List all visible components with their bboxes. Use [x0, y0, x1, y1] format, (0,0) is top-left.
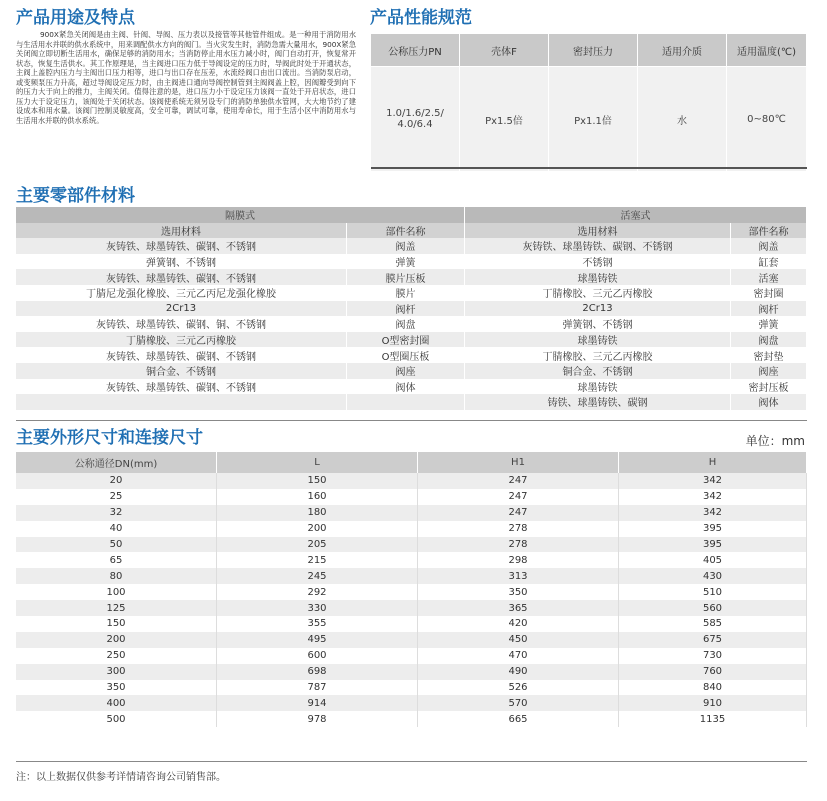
dims-title: 主要外形尺寸和连接尺寸 [16, 428, 203, 448]
dims-cell: 787 [217, 680, 418, 696]
dims-row [16, 664, 807, 680]
dims-cell: 298 [418, 552, 619, 568]
spec-cell: 1.0/1.6/2.5/ 4.0/6.4 [371, 67, 460, 172]
dims-header-cell: H1 [418, 452, 619, 473]
parts-cell: 球墨铸铁 [465, 269, 731, 285]
parts-table [16, 207, 807, 410]
parts-header-cell: 部件名称 [731, 223, 807, 239]
parts-cell: 丁腈橡胶、三元乙丙橡胶 [465, 285, 731, 301]
dims-row [16, 505, 807, 521]
dims-row [16, 537, 807, 553]
dims-cell: 205 [217, 537, 418, 553]
dims-cell: 400 [16, 695, 217, 711]
parts-cell: 灰铸铁、球墨铸铁、碳钢、铜、不锈钢 [16, 316, 347, 332]
dims-cell: 80 [16, 568, 217, 584]
dims-cell: 730 [619, 648, 807, 664]
parts-cell: 弹簧 [731, 316, 807, 332]
dims-header-row [16, 452, 807, 473]
dims-cell: 330 [217, 600, 418, 616]
parts-cell: 灰铸铁、球墨铸铁、碳钢、不锈钢 [16, 347, 347, 363]
dims-cell: 200 [16, 632, 217, 648]
dims-cell: 914 [217, 695, 418, 711]
parts-cell: O型密封圈 [347, 332, 465, 348]
divider [371, 167, 807, 169]
dims-table [16, 452, 807, 727]
dims-cell: 278 [418, 537, 619, 553]
spec-header-cell: 适用温度(℃) [727, 34, 807, 67]
parts-cell: 丁腈橡胶、三元乙丙橡胶 [16, 332, 347, 348]
dims-header-cell: H [619, 452, 807, 473]
dims-cell: 125 [16, 600, 217, 616]
parts-cell: 2Cr13 [16, 301, 347, 317]
dims-row [16, 695, 807, 711]
group-piston: 活塞式 [465, 207, 807, 223]
parts-cell: 缸套 [731, 254, 807, 270]
spec-header-cell: 适用介质 [638, 34, 727, 67]
parts-cell: 密封压板 [731, 379, 807, 395]
parts-row [16, 285, 807, 301]
parts-cell: 密封垫 [731, 347, 807, 363]
dims-row [16, 616, 807, 632]
dims-cell: 300 [16, 664, 217, 680]
dims-cell: 585 [619, 616, 807, 632]
parts-row [16, 332, 807, 348]
dims-cell: 500 [16, 711, 217, 727]
parts-cell: 阀盖 [731, 238, 807, 254]
parts-cell: 阀杆 [347, 301, 465, 317]
parts-cell: 丁腈橡胶、三元乙丙橡胶 [465, 347, 731, 363]
dims-cell: 365 [418, 600, 619, 616]
parts-cell: 灰铸铁、球墨铸铁、碳钢、不锈钢 [465, 238, 731, 254]
dims-cell: 342 [619, 473, 807, 489]
dims-row [16, 521, 807, 537]
parts-row [16, 347, 807, 363]
dims-cell: 32 [16, 505, 217, 521]
dims-cell: 978 [217, 711, 418, 727]
dims-cell: 25 [16, 489, 217, 505]
dims-cell: 245 [217, 568, 418, 584]
parts-group-row [16, 207, 807, 223]
spec-cell: Px1.5倍 [460, 67, 549, 172]
dims-cell: 675 [619, 632, 807, 648]
usage-title: 产品用途及特点 [16, 8, 135, 28]
parts-row [16, 316, 807, 332]
dims-cell: 430 [619, 568, 807, 584]
spec-cell: 0~80℃ [727, 67, 807, 172]
footnote: 注：以上数据仅供参考详情请咨询公司销售部。 [16, 772, 226, 783]
parts-row [16, 301, 807, 317]
dims-cell: 215 [217, 552, 418, 568]
parts-cell: 灰铸铁、球墨铸铁、碳钢、不锈钢 [16, 269, 347, 285]
dims-cell: 910 [619, 695, 807, 711]
dims-row [16, 600, 807, 616]
dims-row [16, 552, 807, 568]
dims-cell: 395 [619, 537, 807, 553]
parts-cell: 铜合金、不锈钢 [465, 363, 731, 379]
dims-row [16, 489, 807, 505]
dims-cell: 100 [16, 584, 217, 600]
dims-cell: 50 [16, 537, 217, 553]
dims-cell: 250 [16, 648, 217, 664]
parts-row [16, 394, 807, 410]
spec-header-cell: 密封压力 [549, 34, 638, 67]
dims-cell: 526 [418, 680, 619, 696]
parts-cell: 密封圈 [731, 285, 807, 301]
dims-cell: 600 [217, 648, 418, 664]
parts-cell: 球墨铸铁 [465, 332, 731, 348]
dims-cell: 395 [619, 521, 807, 537]
parts-cell: 丁腈尼龙强化橡胶、三元乙丙尼龙强化橡胶 [16, 285, 347, 301]
dims-cell: 247 [418, 489, 619, 505]
parts-cell: 阀座 [731, 363, 807, 379]
parts-title: 主要零部件材料 [16, 186, 135, 206]
parts-cell: 灰铸铁、球墨铸铁、碳钢、不锈钢 [16, 238, 347, 254]
parts-header-cell: 部件名称 [347, 223, 465, 239]
dims-row [16, 711, 807, 727]
dims-cell: 292 [217, 584, 418, 600]
dims-cell: 150 [16, 616, 217, 632]
dims-row [16, 584, 807, 600]
parts-cell: 膜片 [347, 285, 465, 301]
dims-header-cell: 公称通径DN(mm) [16, 452, 217, 473]
parts-cell: 灰铸铁、球墨铸铁、碳钢、不锈钢 [16, 379, 347, 395]
dims-cell: 490 [418, 664, 619, 680]
parts-cell [347, 394, 465, 410]
parts-subheader-row [16, 223, 807, 239]
spec-table [371, 34, 807, 171]
dims-cell: 65 [16, 552, 217, 568]
dims-cell: 510 [619, 584, 807, 600]
dims-cell: 313 [418, 568, 619, 584]
spec-row [371, 67, 807, 172]
dims-cell: 160 [217, 489, 418, 505]
spec-header-cell: 壳体F [460, 34, 549, 67]
parts-row [16, 379, 807, 395]
dims-cell: 560 [619, 600, 807, 616]
dims-cell: 180 [217, 505, 418, 521]
dims-cell: 665 [418, 711, 619, 727]
parts-cell: 不锈钢 [465, 254, 731, 270]
dims-cell: 342 [619, 505, 807, 521]
parts-cell: 阀体 [347, 379, 465, 395]
spec-title: 产品性能规范 [370, 8, 472, 28]
parts-cell: 阀盖 [347, 238, 465, 254]
parts-cell: 阀座 [347, 363, 465, 379]
dims-row [16, 473, 807, 489]
dims-cell: 495 [217, 632, 418, 648]
dims-cell: 150 [217, 473, 418, 489]
parts-cell: 球墨铸铁 [465, 379, 731, 395]
dims-header-cell: L [217, 452, 418, 473]
dims-row [16, 680, 807, 696]
dims-cell: 355 [217, 616, 418, 632]
usage-description: 900X紧急关闭阀是由主阀、针阀、导阀、压力表以及接管等其他管件组成。是一种用于消防用水与生活用水并联的供水系统中，用来调配供水方向的阀门。当火灾发生时，消防急需大量用水，900X紧急关闭阀立即切断生活用水，确保足够的消防用水；当消防停止用水压力减小时，阀门自动打开，恢复常开状态，恢复生活供水。其工作原理是，当主阀进口压力低于导阀设定的压力时，导阀此时处于开通状态，主阀上盖腔内压力与主阀出口压力相等，进口与出口存在压差，水流经阀口由出口流出。当消防泵启动，或变频泵压力升高，超过导阀设定压力时，由主阀进口通向导阀控制管到主阀阀盖上腔，因阀瓣受到向下的压力大于向上的推力，主阀关闭。值得注意的是，进口压力小于设定压力该阀一直处于开启状态，进口压力大于设定压力，该阀处于关闭状态。该阀使系统无须另设专门的消防单独供水管网，大大地节约了建设成本和用水量。该阀门控制灵敏度高，安全可靠，调试可靠，使用寿命长，用于生活小区中消防用水与生活用水并联的供水系统。 [16, 30, 356, 125]
group-diaphragm: 隔膜式 [16, 207, 465, 223]
parts-cell: 铜合金、不锈钢 [16, 363, 347, 379]
parts-cell: 阀体 [731, 394, 807, 410]
spec-cell: 水 [638, 67, 727, 172]
parts-cell: 膜片压板 [347, 269, 465, 285]
parts-row [16, 363, 807, 379]
parts-row [16, 238, 807, 254]
dims-cell: 450 [418, 632, 619, 648]
parts-cell: 弹簧钢、不锈钢 [465, 316, 731, 332]
dims-cell: 1135 [619, 711, 807, 727]
parts-cell: 2Cr13 [465, 301, 731, 317]
dims-cell: 470 [418, 648, 619, 664]
dims-row [16, 568, 807, 584]
parts-cell: 铸铁、球墨铸铁、碳钢 [465, 394, 731, 410]
divider [16, 761, 807, 762]
divider [16, 420, 807, 421]
dims-cell: 350 [418, 584, 619, 600]
parts-cell: 阀盘 [731, 332, 807, 348]
dims-cell: 247 [418, 505, 619, 521]
dims-cell: 342 [619, 489, 807, 505]
parts-cell: 活塞 [731, 269, 807, 285]
dims-cell: 405 [619, 552, 807, 568]
parts-cell: 阀杆 [731, 301, 807, 317]
dims-cell: 760 [619, 664, 807, 680]
dims-cell: 570 [418, 695, 619, 711]
parts-cell: 弹簧 [347, 254, 465, 270]
dims-cell: 840 [619, 680, 807, 696]
parts-row [16, 254, 807, 270]
unit-label: 单位：mm [745, 434, 805, 448]
dims-row [16, 648, 807, 664]
parts-row [16, 269, 807, 285]
parts-header-cell: 选用材料 [465, 223, 731, 239]
dims-cell: 200 [217, 521, 418, 537]
parts-cell: 弹簧钢、不锈钢 [16, 254, 347, 270]
dims-cell: 20 [16, 473, 217, 489]
dims-cell: 420 [418, 616, 619, 632]
parts-cell: O型圈压板 [347, 347, 465, 363]
parts-header-cell: 选用材料 [16, 223, 347, 239]
parts-cell: 阀盘 [347, 316, 465, 332]
spec-header-cell: 公称压力PN [371, 34, 460, 67]
dims-cell: 350 [16, 680, 217, 696]
dims-cell: 278 [418, 521, 619, 537]
spec-cell: Px1.1倍 [549, 67, 638, 172]
dims-row [16, 632, 807, 648]
spec-header-row [371, 34, 807, 67]
dims-cell: 247 [418, 473, 619, 489]
parts-cell [16, 394, 347, 410]
dims-cell: 698 [217, 664, 418, 680]
dims-cell: 40 [16, 521, 217, 537]
